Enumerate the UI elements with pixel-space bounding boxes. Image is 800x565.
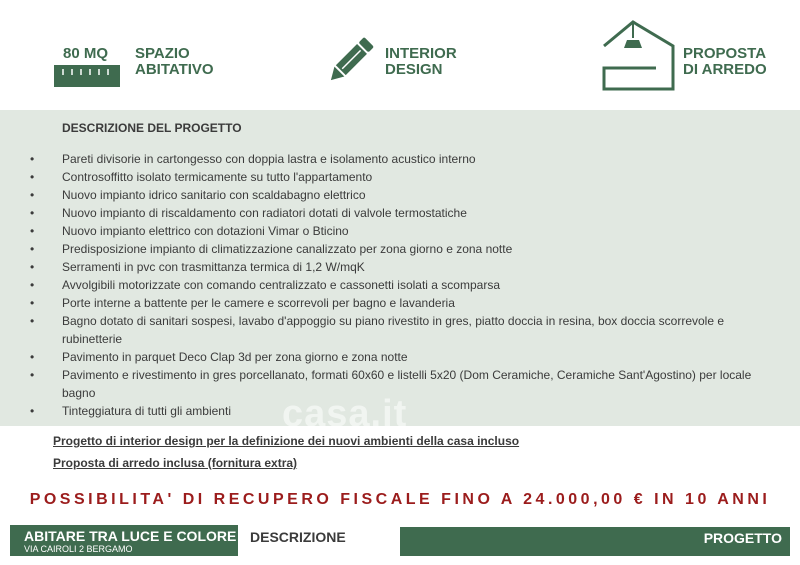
list-item: • Tinteggiatura di tutti gli ambienti	[30, 402, 760, 420]
list-item: • Controsoffitto isolato termicamente su tutto l'appartamento	[30, 168, 760, 186]
furnishing-label-line1: PROPOSTA	[683, 45, 767, 62]
design-label-line2: DESIGN	[385, 61, 443, 78]
design-label-line1: INTERIOR	[385, 45, 457, 62]
design-label	[385, 46, 457, 78]
area-value: 80 MQ	[63, 45, 109, 62]
features-list	[30, 150, 760, 420]
list-item: • Nuovo impianto di riscaldamento con radiatori dotati di valvole termostatiche	[30, 204, 760, 222]
list-item: • Porte interne a battente per le camere e scorrevoli per bagno e lavanderia	[30, 294, 760, 312]
list-item: • Pavimento in parquet Deco Clap 3d per zona giorno e zona notte	[30, 348, 760, 366]
list-item: • Predisposizione impianto di climatizzazione canalizzato per zona giorno e zona notte	[30, 240, 760, 258]
interior-design-note: Progetto di interior design per la definizione dei nuovi ambienti della casa incluso	[53, 434, 520, 448]
project-address: VIA CAIROLI 2 BERGAMO	[24, 544, 133, 554]
project-tab-label: PROGETTO	[703, 530, 782, 546]
description-tab[interactable]: DESCRIZIONE	[250, 529, 346, 545]
description-title: DESCRIZIONE DEL PROGETTO	[62, 121, 242, 135]
watermark: casa.it	[282, 393, 408, 435]
project-name: ABITARE TRA LUCE E COLORE	[24, 528, 237, 544]
project-tab[interactable]	[400, 527, 790, 556]
project-badge	[10, 525, 238, 556]
list-item: • Nuovo impianto idrico sanitario con scaldabagno elettrico	[30, 186, 760, 204]
list-item: • Pavimento e rivestimento in gres porcellanato, formati 60x60 e listelli 5x20 (Dom Ceramiche, Ceramiche Sant'Agostino) per locale bagno	[30, 366, 760, 402]
area-label-line2: ABITATIVO	[135, 61, 214, 78]
list-item: • Avvolgibili motorizzate con comando centralizzato e cassonetti isolati a scomparsa	[30, 276, 760, 294]
list-item: • Pareti divisorie in cartongesso con doppia lastra e isolamento acustico interno	[30, 150, 760, 168]
pencil-icon	[325, 36, 375, 86]
list-item: • Nuovo impianto elettrico con dotazioni Vimar o Bticino	[30, 222, 760, 240]
list-item: • Serramenti in pvc con trasmittanza termica di 1,2 W/mqK	[30, 258, 760, 276]
tax-note: POSSIBILITA' DI RECUPERO FISCALE FINO A 24.000,00 € IN 10 ANNI	[29, 491, 771, 508]
furnishing-label-line2: DI ARREDO	[683, 61, 767, 78]
furnishing-label	[683, 46, 767, 78]
area-label	[135, 46, 214, 78]
furnishing-note: Proposta di arredo inclusa (fornitura extra)	[53, 456, 298, 470]
ruler-icon	[54, 65, 120, 87]
list-item: • Bagno dotato di sanitari sospesi, lavabo d'appoggio su piano rivestito in gres, piatto doccia in resina, box doccia scorrevole e rubinetterie	[30, 312, 760, 348]
house-icon	[600, 18, 676, 92]
area-label-line1: SPAZIO	[135, 45, 190, 62]
